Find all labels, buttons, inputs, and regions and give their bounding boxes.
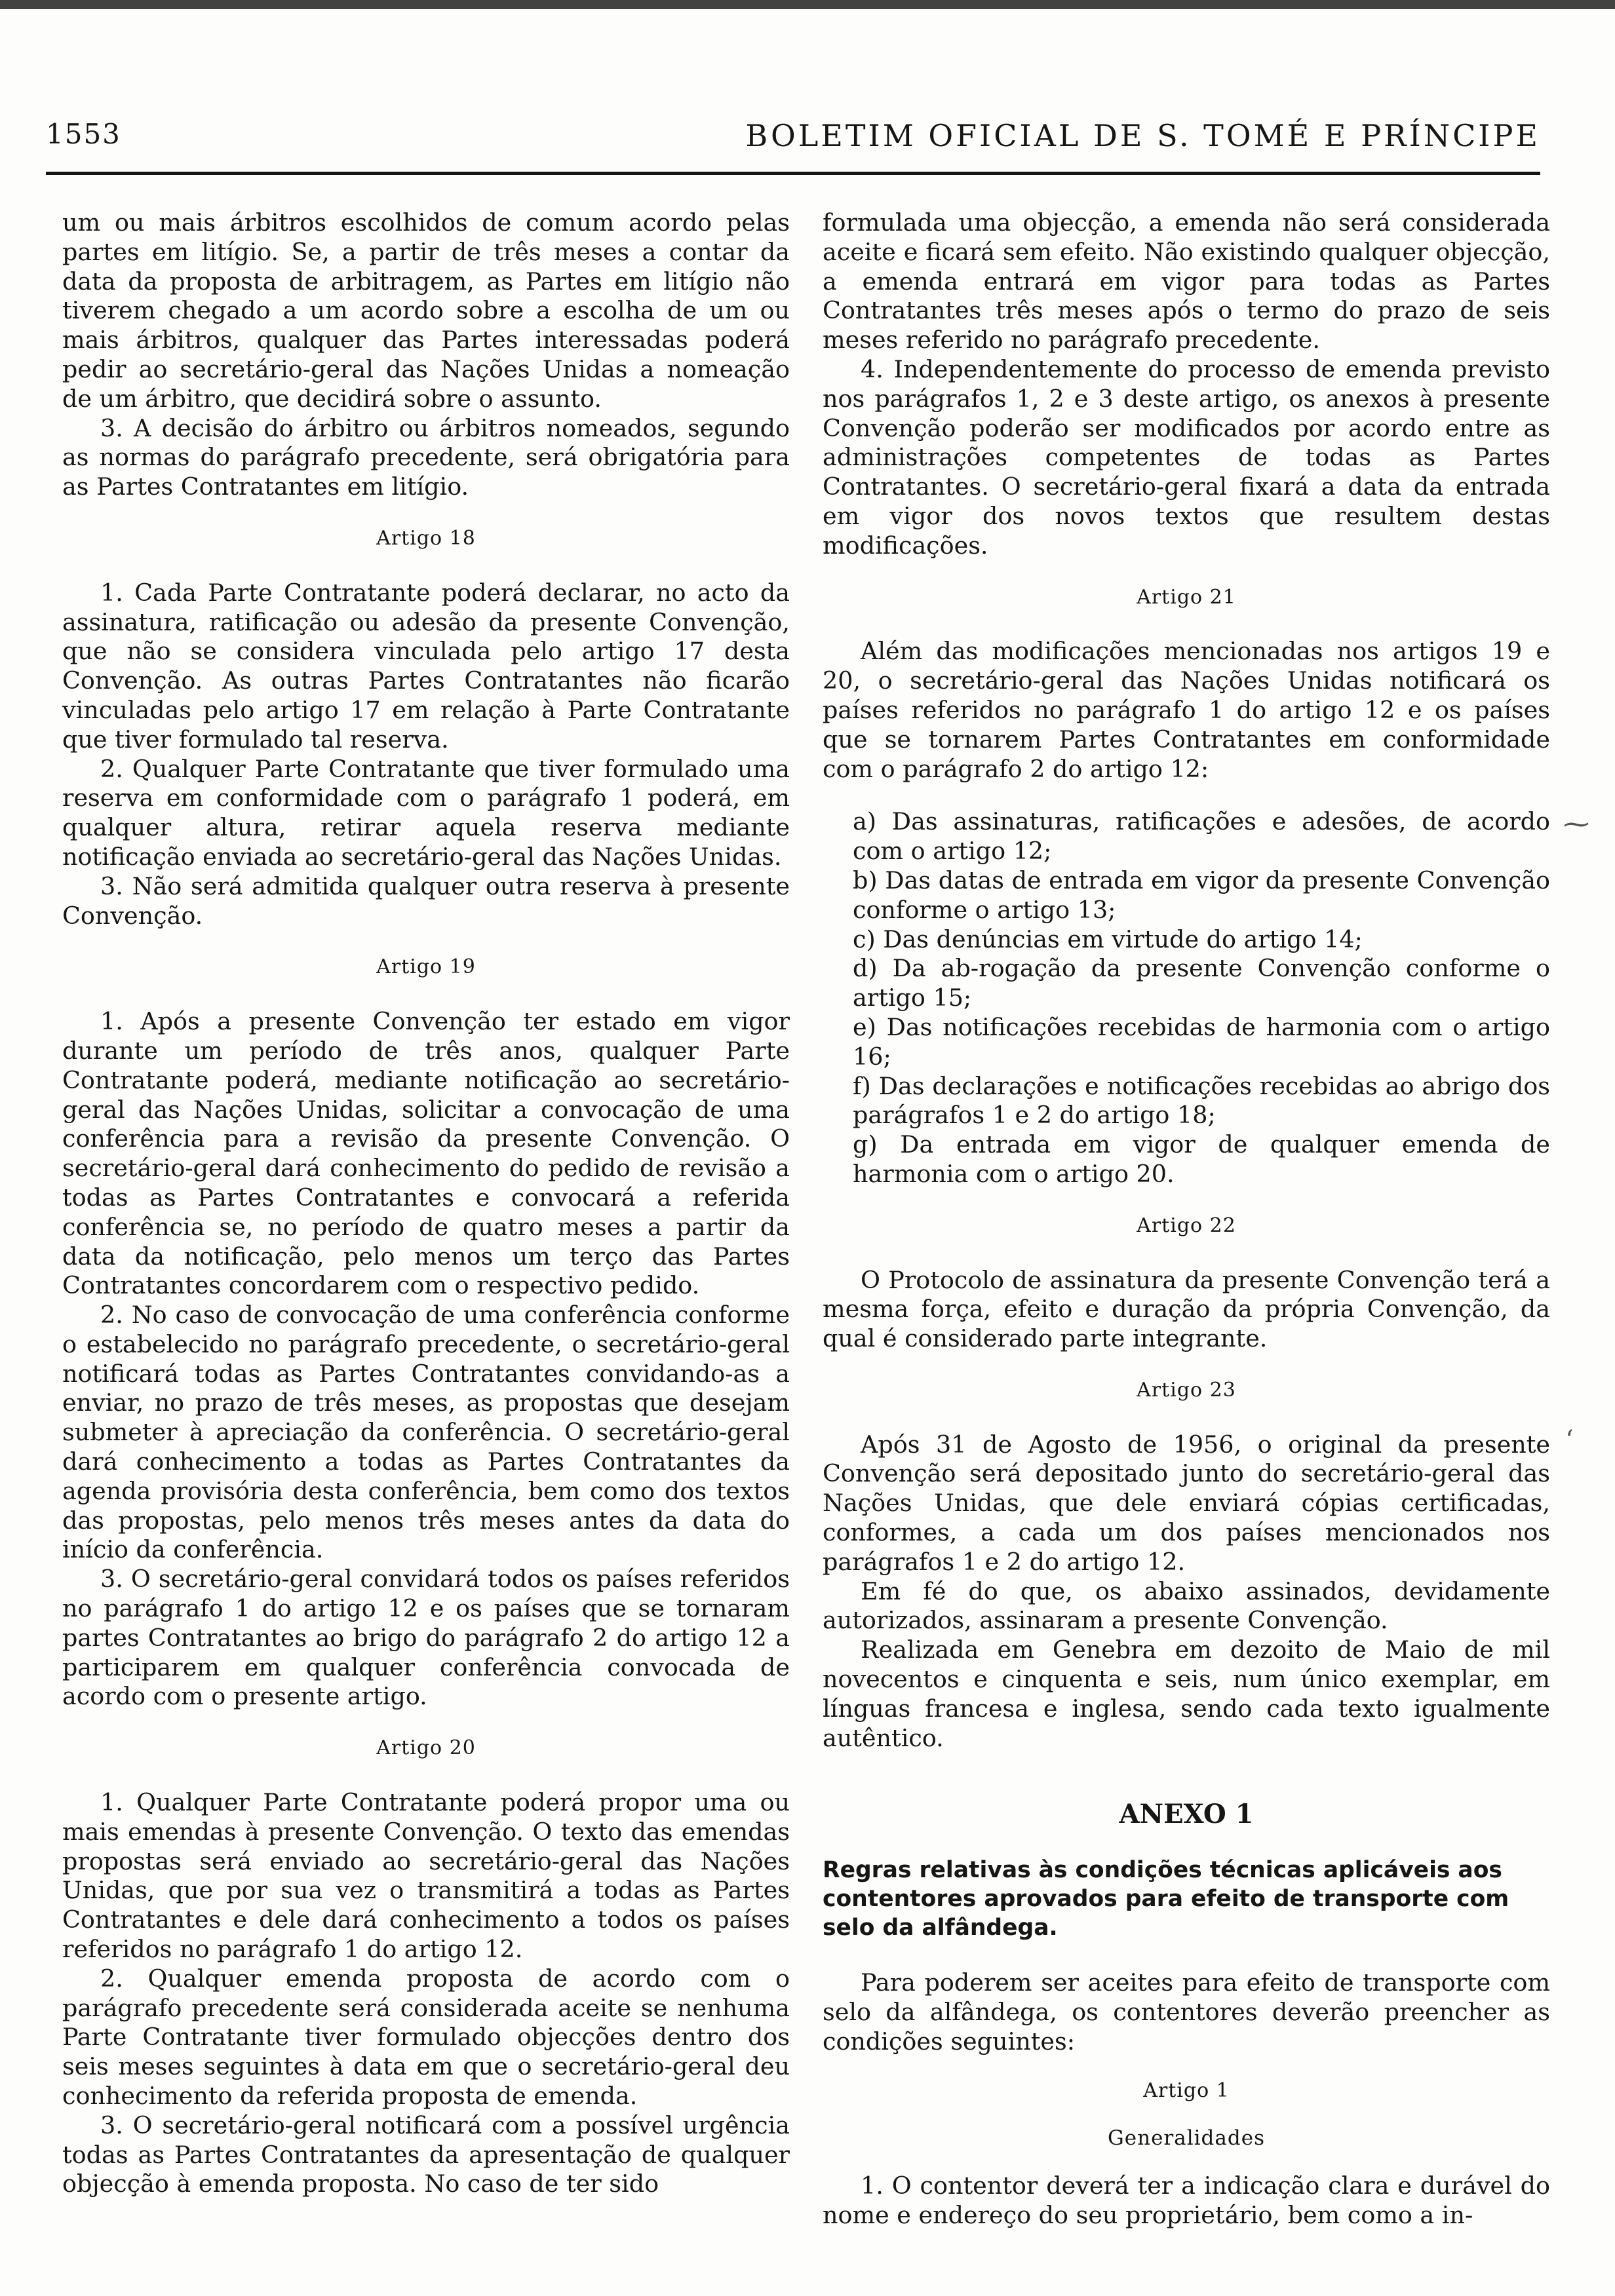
list-item: c) Das denúncias em virtude do artigo 14; [853, 925, 1363, 953]
article-heading: Artigo 19 [376, 955, 476, 979]
annex-title: ANEXO 1 [1119, 1799, 1254, 1830]
article-heading: Artigo 23 [1137, 1378, 1236, 1402]
list-item: b) Das datas de entrada em vigor da presente Convenção conforme o artigo 13; [853, 866, 1550, 924]
section-heading: Generalidades [1108, 2126, 1265, 2151]
paragraph: 2. Qualquer emenda proposta de acordo com o parágrafo precedente será considerada aceite se nenhuma Parte Contratante tiver formulado objecções dentro dos seis meses seguintes à data em que o secretário-geral deu conhecimento da referida proposta de emenda. [62, 1964, 790, 2111]
paragraph: 3. O secretário-geral convidará todos os países referidos no parágrafo 1 do artigo 12 e os países que se tornaram partes Contratantes ao brigo do parágrafo 2 do artigo 12 a participarem em qualquer conferência convocada de acordo com o presente artigo. [62, 1565, 790, 1711]
article-heading: Artigo 21 [1137, 585, 1236, 609]
paragraph: 3. A decisão do árbitro ou árbitros nomeados, segundo as normas do parágrafo precedente, será obrigatória para as Partes Contratantes em litígio. [62, 413, 790, 501]
list-item: e) Das notificações recebidas de harmonia com o artigo 16; [853, 1012, 1550, 1071]
paragraph: Após 31 de Agosto de 1956, o original da presente Convenção será depositado junto do secretário-geral das Nações Unidas, que dele enviará cópias certificadas, conformes, a cada um dos países mencionados nos parágrafos 1 e 2 do artigo 12. [823, 1430, 1550, 1576]
paragraph: 3. O secretário-geral notificará com a possível urgência todas as Partes Contratantes da apresentação de qualquer objecção à emenda proposta. No caso de ter sido [62, 2111, 790, 2198]
paragraph: formulada uma objecção, a emenda não será considerada aceite e ficará sem efeito. Não existindo qualquer objecção, a emenda entrará em vigor para todas as Partes Contratantes três meses após o termo do prazo de seis meses referido no parágrafo precedente. [823, 208, 1550, 354]
paragraph: Para poderem ser aceites para efeito de transporte com selo da alfândega, os contentores deverão preencher as condições seguintes: [823, 1968, 1550, 2056]
paragraph: 4. Independentemente do processo de emenda previsto nos parágrafos 1, 2 e 3 deste artigo, os anexos à presente Convenção poderão ser modificados por acordo entre as administrações competentes de todas as Partes Contratantes. O secretário-geral fixará a data da entrada em vigor dos novos textos que resultem destas modificações. [823, 354, 1550, 560]
page-header [46, 105, 1540, 170]
journal-title: BOLETIM OFICIAL DE S. TOMÉ E PRÍNCIPE [745, 118, 1540, 153]
paragraph: 1. Qualquer Parte Contratante poderá propor uma ou mais emendas à presente Convenção. O texto das emendas propostas será enviado ao secretário-geral das Nações Unidas, que por sua vez o transmitirá a todas as Partes Contratantes e dele dará conhecimento a todos os países referidos no parágrafo 1 do artigo 12. [62, 1788, 790, 1964]
margin-scribble: ⁓ [1563, 809, 1589, 839]
paragraph: 1. O contentor deverá ter a indicação clara e durável do nome e endereço do seu proprietário, bem como a in- [823, 2172, 1550, 2230]
paragraph: O Protocolo de assinatura da presente Convenção terá a mesma força, efeito e duração da própria Convenção, da qual é considerado parte integrante. [823, 1265, 1550, 1353]
article-heading: Artigo 20 [376, 1736, 476, 1760]
header-rule [46, 172, 1540, 175]
list-item: d) Da ab-rogação da presente Convenção conforme o artigo 15; [853, 954, 1550, 1012]
paragraph: 3. Não será admitida qualquer outra reserva à presente Convenção. [62, 871, 790, 930]
paragraph: 1. Cada Parte Contratante poderá declarar, no acto da assinatura, ratificação ou adesão da presente Convenção, que não se considera vinculada pelo artigo 17 desta Convenção. As outras Partes Contratantes não ficarão vinculadas pelo artigo 17 em relação à Parte Contratante que tiver formulado tal reserva. [62, 578, 790, 754]
paragraph: Além das modificações mencionadas nos artigos 19 e 20, o secretário-geral das Nações Unidas notificará os países referidos no parágrafo 1 do artigo 12 e os países que se tornarem Partes Contratantes em conformidade com o parágrafo 2 do artigo 12: [823, 637, 1550, 783]
list-item: g) Da entrada em vigor de qualquer emenda de harmonia com o artigo 20. [853, 1130, 1550, 1188]
paragraph: um ou mais árbitros escolhidos de comum acordo pelas partes em litígio. Se, a partir de três meses a contar da data da proposta de arbitragem, as Partes em litígio não tiverem chegado a um acordo sobre a escolha de um ou mais árbitros, qualquer das Partes interessadas poderá pedir ao secretário-geral das Nações Unidas a nomeação de um árbitro, que decidirá sobre o assunto. [62, 208, 790, 413]
right-column [823, 208, 1550, 2230]
paragraph: 2. Qualquer Parte Contratante que tiver formulado uma reserva em conformidade com o parágrafo 1 poderá, em qualquer altura, retirar aquela reserva mediante notificação enviada ao secretário-geral das Nações Unidas. [62, 754, 790, 871]
article-heading: Artigo 18 [376, 526, 476, 550]
article-heading: Artigo 22 [1137, 1214, 1236, 1237]
paragraph: 2. No caso de convocação de uma conferência conforme o estabelecido no parágrafo precedente, o secretário-geral notificará todas as Partes Contratantes convidando-as a enviar, no prazo de três meses, as propostas que desejam submeter à apreciação da conferência. O secretário-geral dará conhecimento a todas as Partes Contratantes da agenda provisória desta conferência, bem como dos textos das propostas, pelo menos três meses antes da data do início da conferência. [62, 1301, 790, 1564]
paragraph: 1. Após a presente Convenção ter estado em vigor durante um período de três anos, qualquer Parte Contratante poderá, mediante notificação ao secretário-geral das Nações Unidas, solicitar a convocação de uma conferência para a revisão da presente Convenção. O secretário-geral dará conhecimento do pedido de revisão a todas as Partes Contratantes e convocará a referida conferência se, no período de quatro meses a partir da data da notificação, pelo menos um terço das Partes Contratantes concordarem com o respectivo pedido. [62, 1007, 790, 1300]
list-item: f) Das declarações e notificações recebidas ao abrigo dos parágrafos 1 e 2 do artigo 18; [853, 1071, 1550, 1130]
list-item: a) Das assinaturas, ratificações e adesões, de acordo com o artigo 12; [853, 807, 1550, 866]
top-scan-border [0, 0, 1615, 9]
paragraph: Realizada em Genebra em dezoito de Maio de mil novecentos e cinquenta e seis, num único exemplar, em línguas francesa e inglesa, sendo cada texto igualmente autêntico. [823, 1636, 1550, 1752]
left-column [62, 208, 790, 2199]
article-heading: Artigo 1 [1143, 2078, 1230, 2102]
page-number: 1553 [46, 118, 121, 150]
annex-subtitle: Regras relativas às condições técnicas aplicáveis aos contentores aprovados para efeito de transporte com selo da alfândega. [823, 1857, 1509, 1942]
paragraph: Em fé do que, os abaixo assinados, devidamente autorizados, assinaram a presente Convenção. [823, 1577, 1550, 1635]
margin-scribble: ‘ [1565, 1425, 1574, 1455]
